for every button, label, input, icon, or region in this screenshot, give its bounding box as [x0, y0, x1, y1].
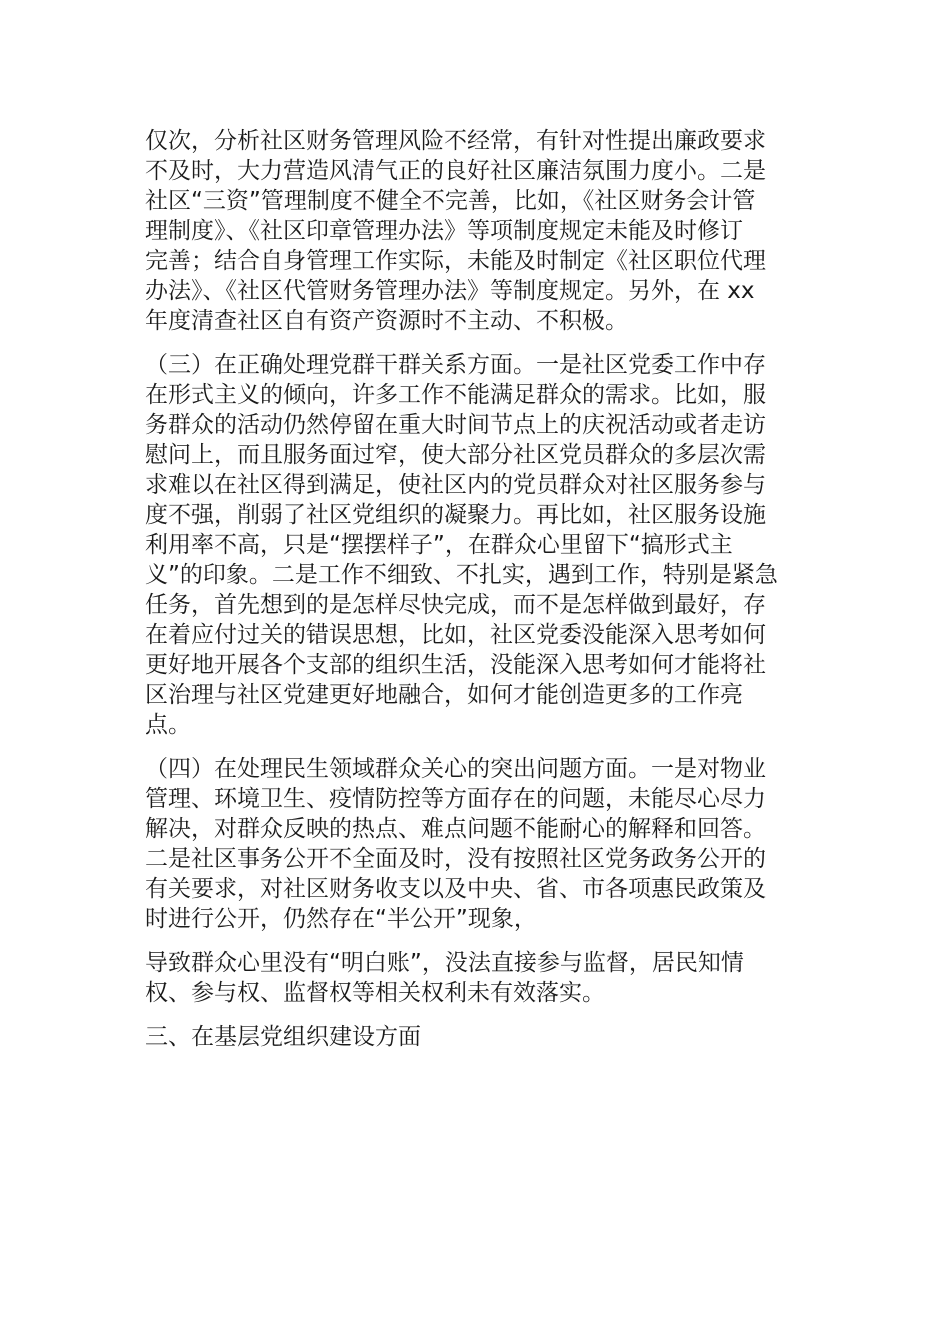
text-line: 权、参与权、监督权等相关权利未有效落实。	[145, 980, 605, 1006]
text-line: 义”的印象。二是工作不细致、不扎实，遇到工作，特别是紧急	[145, 562, 778, 588]
text-line: 完善；结合自身管理工作实际，未能及时制定《社区职位代理	[145, 248, 766, 274]
text-line: 度不强，削弱了社区党组织的凝聚力。再比如，社区服务设施	[145, 502, 766, 528]
text-line: 务群众的活动仍然停留在重大时间节点上的庆祝活动或者走访	[145, 412, 766, 438]
paragraph-2	[145, 350, 810, 740]
text-line: 点。	[145, 712, 191, 738]
text-line: 慰问上，而且服务面过窄，使大部分社区党员群众的多层次需	[145, 442, 766, 468]
text-line: 有关要求，对社区财务收支以及中央、省、市各项惠民政策及	[145, 876, 766, 902]
heading-text: 三、在基层党组织建设方面	[145, 1024, 421, 1050]
text-line: 不及时，大力营造风清气正的良好社区廉洁氛围力度小。二是	[145, 158, 766, 184]
text-line: 任务，首先想到的是怎样尽快完成，而不是怎样做到最好，存	[145, 592, 766, 618]
section-heading	[145, 1022, 810, 1052]
paragraph-4	[145, 948, 810, 1008]
text-line: 年度清查社区自有资产资源时不主动、不积极。	[145, 308, 628, 334]
text-line: 利用率不高，只是“摆摆样子”，在群众心里留下“搞形式主	[145, 532, 733, 558]
text-line: 解决，对群众反映的热点、难点问题不能耐心的解释和回答。	[145, 816, 766, 842]
text-line: （四）在处理民生领域群众关心的突出问题方面。一是对物业	[145, 756, 766, 782]
text-line: 仅次，分析社区财务管理风险不经常，有针对性提出廉政要求	[145, 128, 766, 154]
text-line: 二是社区事务公开不全面及时，没有按照社区党务政务公开的	[145, 846, 766, 872]
text-line: 时进行公开，仍然存在“半公开”现象，	[145, 906, 537, 932]
paragraph-3	[145, 754, 810, 934]
text-line: （三）在正确处理党群干群关系方面。一是社区党委工作中存	[145, 352, 766, 378]
paragraph-1	[145, 126, 810, 336]
text-line: 在形式主义的倾向，许多工作不能满足群众的需求。比如，服	[145, 382, 766, 408]
text-line: 理制度》、《社区印章管理办法》等项制度规定未能及时修订	[145, 218, 743, 244]
text-line: 办法》、《社区代管财务管理办法》等制度规定。另外，在 xx	[145, 278, 755, 304]
text-line: 更好地开展各个支部的组织生活，没能深入思考如何才能将社	[145, 652, 766, 678]
text-line: 社区“三资”管理制度不健全不完善，比如，《社区财务会计管	[145, 188, 756, 214]
text-line: 在着应付过关的错误思想，比如，社区党委没能深入思考如何	[145, 622, 766, 648]
text-line: 求难以在社区得到满足，使社区内的党员群众对社区服务参与	[145, 472, 766, 498]
text-line: 区治理与社区党建更好地融合，如何才能创造更多的工作亮	[145, 682, 743, 708]
text-line: 导致群众心里没有“明白账”，没法直接参与监督，居民知情	[145, 950, 744, 976]
text-line: 管理、环境卫生、疫情防控等方面存在的问题，未能尽心尽力	[145, 786, 766, 812]
document-body	[145, 126, 810, 1052]
